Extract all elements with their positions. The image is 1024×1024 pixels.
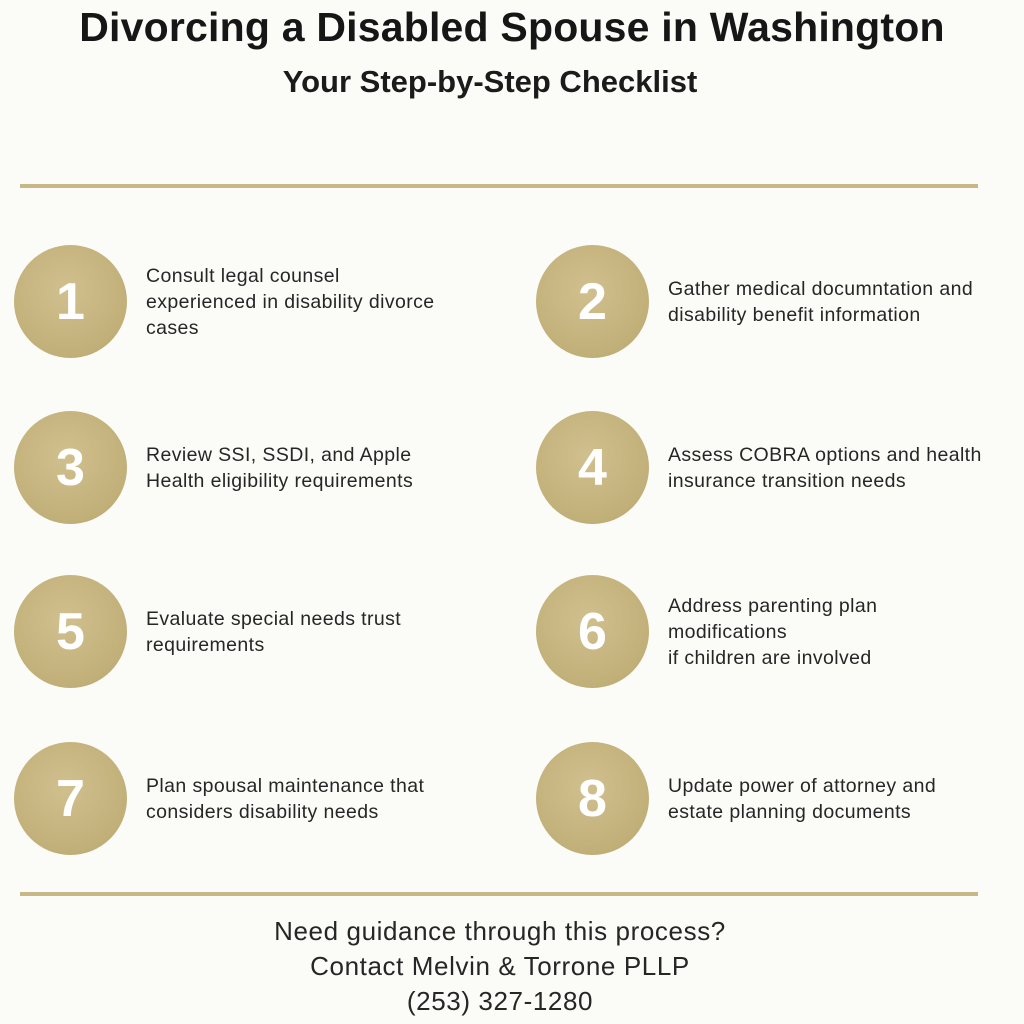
checklist-step-3: [14, 411, 514, 527]
checklist-step-1: [14, 245, 514, 361]
step-text: Address parenting plan modifications if children are involved: [668, 594, 878, 669]
step-text: Update power of attorney and estate planning documents: [668, 774, 937, 823]
checklist-step-4: [536, 411, 1024, 527]
step-text: Review SSI, SSDI, and Apple Health eligibility requirements: [146, 443, 414, 492]
checklist-step-7: [14, 742, 514, 858]
step-text: Assess COBRA options and health insurance transition needs: [668, 443, 982, 492]
checklist-step-2: [536, 245, 1024, 361]
checklist-step-5: [14, 575, 514, 691]
step-text: Gather medical documntation and disability benefit information: [668, 277, 974, 326]
step-number-badge: 7: [14, 742, 127, 855]
step-number-badge: 1: [14, 245, 127, 358]
footer-phone: (253) 327-1280: [406, 986, 594, 1016]
step-text: Evaluate special needs trust requirements: [146, 607, 402, 656]
step-number-badge: 8: [536, 742, 649, 855]
checklist-step-6: [536, 575, 1024, 691]
step-number-badge: 6: [536, 575, 649, 688]
footer-question: Need guidance through this process?: [274, 916, 726, 946]
step-number-badge: 4: [536, 411, 649, 524]
step-number-badge: 2: [536, 245, 649, 358]
bottom-divider: [20, 892, 978, 896]
step-text: Plan spousal maintenance that considers disability needs: [146, 774, 425, 823]
step-text: Consult legal counsel experienced in disability divorce cases: [146, 264, 435, 339]
page-subtitle: Your Step-by-Step Checklist: [282, 64, 698, 99]
page-title: Divorcing a Disabled Spouse in Washington: [79, 4, 945, 50]
step-number-badge: 5: [14, 575, 127, 688]
checklist-step-8: [536, 742, 1024, 858]
footer-firm-name: Contact Melvin & Torrone PLLP: [310, 951, 690, 981]
step-number-badge: 3: [14, 411, 127, 524]
footer-contact: [0, 914, 1000, 1019]
top-divider: [20, 184, 978, 188]
